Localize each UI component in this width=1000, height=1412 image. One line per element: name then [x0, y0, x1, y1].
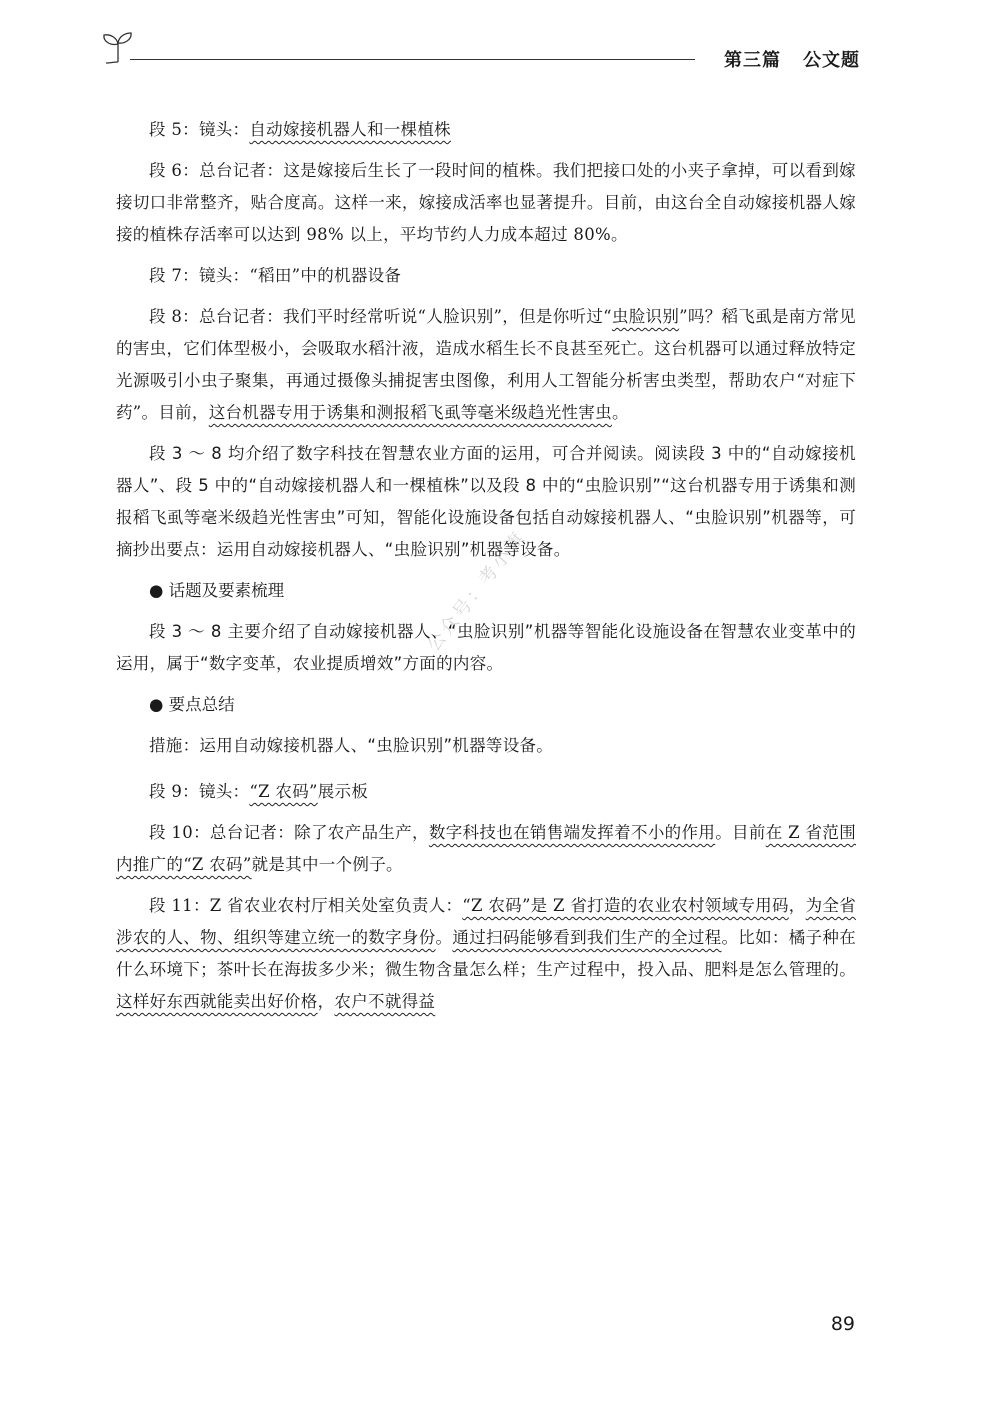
paragraph-7: 段 7：镜头：“稻田”中的机器设备	[149, 266, 402, 285]
p8-underline-2: 这台机器专用于诱集和测报稻飞虱等毫米级趋光性害虫	[208, 403, 612, 422]
paragraph-5	[116, 114, 856, 146]
watermark: 公众号：考小旗	[423, 526, 531, 656]
p10-text-3: 就是其中一个例子。	[251, 855, 403, 874]
measure-paragraph: 措施：运用自动嫁接机器人、“虫脸识别”机器等设备。	[149, 736, 554, 755]
p11-text-3: 。	[435, 928, 453, 947]
p5-lead: 段 5：镜头：	[149, 120, 250, 139]
paragraph-6: 段 6：总台记者：这是嫁接后生长了一段时间的植株。我们把接口处的小夹子拿掉，可以看到嫁接切口非常整齐，贴合度高。这样一来，嫁接成活率也显著提升。目前，由这台全自动嫁接机器人嫁接的植株存活率可以达到 98% 以上，平均节约人力成本超过 80%。	[116, 161, 856, 244]
p11-underline-1: “Z 农码”是 Z 省打造的农业农村领域专用码	[462, 896, 789, 915]
p11-text-2: ，	[788, 896, 806, 915]
p9-underline: “Z 农码”	[249, 782, 318, 801]
topic-paragraph: 段 3 ～ 8 主要介绍了自动嫁接机器人、“虫脸识别”机器等智能化设施设备在智慧农业变革中的运用，属于“数字变革，农业提质增效”方面的内容。	[116, 622, 856, 673]
p11-text-1: 段 11：Z 省农业农村厅相关处室负责人：	[149, 896, 463, 915]
p11-text-5: ，	[317, 992, 335, 1011]
p10-underline-1: 数字科技也在销售端发挥着不小的作用	[428, 823, 716, 842]
p9-lead: 段 9：镜头：	[149, 782, 250, 801]
page-header	[100, 26, 860, 76]
paragraph-8	[116, 301, 856, 429]
p11-underline-3: 通过扫码能够看到我们生产的全过程	[452, 928, 722, 947]
header-rule	[130, 59, 695, 60]
p8-text-1: 段 8：总台记者：我们平时经常听说“人脸识别”，但是你听过“	[149, 307, 612, 326]
p10-text-2: 。目前	[715, 823, 766, 842]
p11-underline-2: 为全省涉农的人、物、组织等建立统一的数字身份	[116, 896, 856, 947]
header-title	[724, 46, 860, 72]
p10-underline-2: 在 Z 省范围内推广的“Z 农码”	[116, 823, 857, 874]
paragraph-11	[116, 890, 856, 1018]
paragraph-10	[116, 817, 856, 881]
p8-text-2: ”吗？稻飞虱是南方常见的害虫，它们体型极小，会吸取水稻汁液，造成水稻生长不良甚至死亡。这台机器可以通过释放特定光源吸引小虫子聚集，再通过摄像头捕捉害虫图像，利用人工智能分析害虫类型，帮助农户“对症下药”。目前，	[116, 307, 856, 422]
p11-underline-4: 这样好东西就能卖出好价格	[116, 992, 318, 1011]
p11-underline-5: 农户不就得益	[334, 992, 436, 1011]
p10-text-1: 段 10：总台记者：除了农产品生产，	[149, 823, 429, 842]
page-number: 89	[830, 1313, 855, 1335]
p8-underline-1: 虫脸识别	[611, 307, 680, 326]
paragraph-9	[116, 776, 856, 808]
header-section: 公文题	[803, 50, 860, 71]
p11-text-4: 。比如：橘子种在什么环境下；茶叶长在海拔多少米；微生物含量怎么样；生产过程中，投入品、肥料是怎么管理的。	[116, 928, 856, 979]
bullet-topic-heading: ● 话题及要素梳理	[149, 581, 285, 600]
p5-underline: 自动嫁接机器人和一棵植株	[249, 120, 451, 139]
p8-text-3: 。	[611, 403, 629, 422]
analysis-paragraph: 段 3 ～ 8 均介绍了数字科技在智慧农业方面的运用，可合并阅读。阅读段 3 中的“自动嫁接机器人”、段 5 中的“自动嫁接机器人和一棵植株”以及段 8 中的“虫脸识别”“这台机器专用于诱集和测报稻飞虱等毫米级趋光性害虫”可知，智能化设施设备包括自动嫁接机器人、“虫脸识别”机器等，可摘抄出要点：运用自动嫁接机器人、“虫脸识别”机器等设备。	[116, 444, 856, 559]
bullet-summary-heading: ● 要点总结	[149, 695, 235, 714]
header-part: 第三篇	[724, 50, 781, 71]
p9-tail: 展示板	[317, 782, 369, 801]
